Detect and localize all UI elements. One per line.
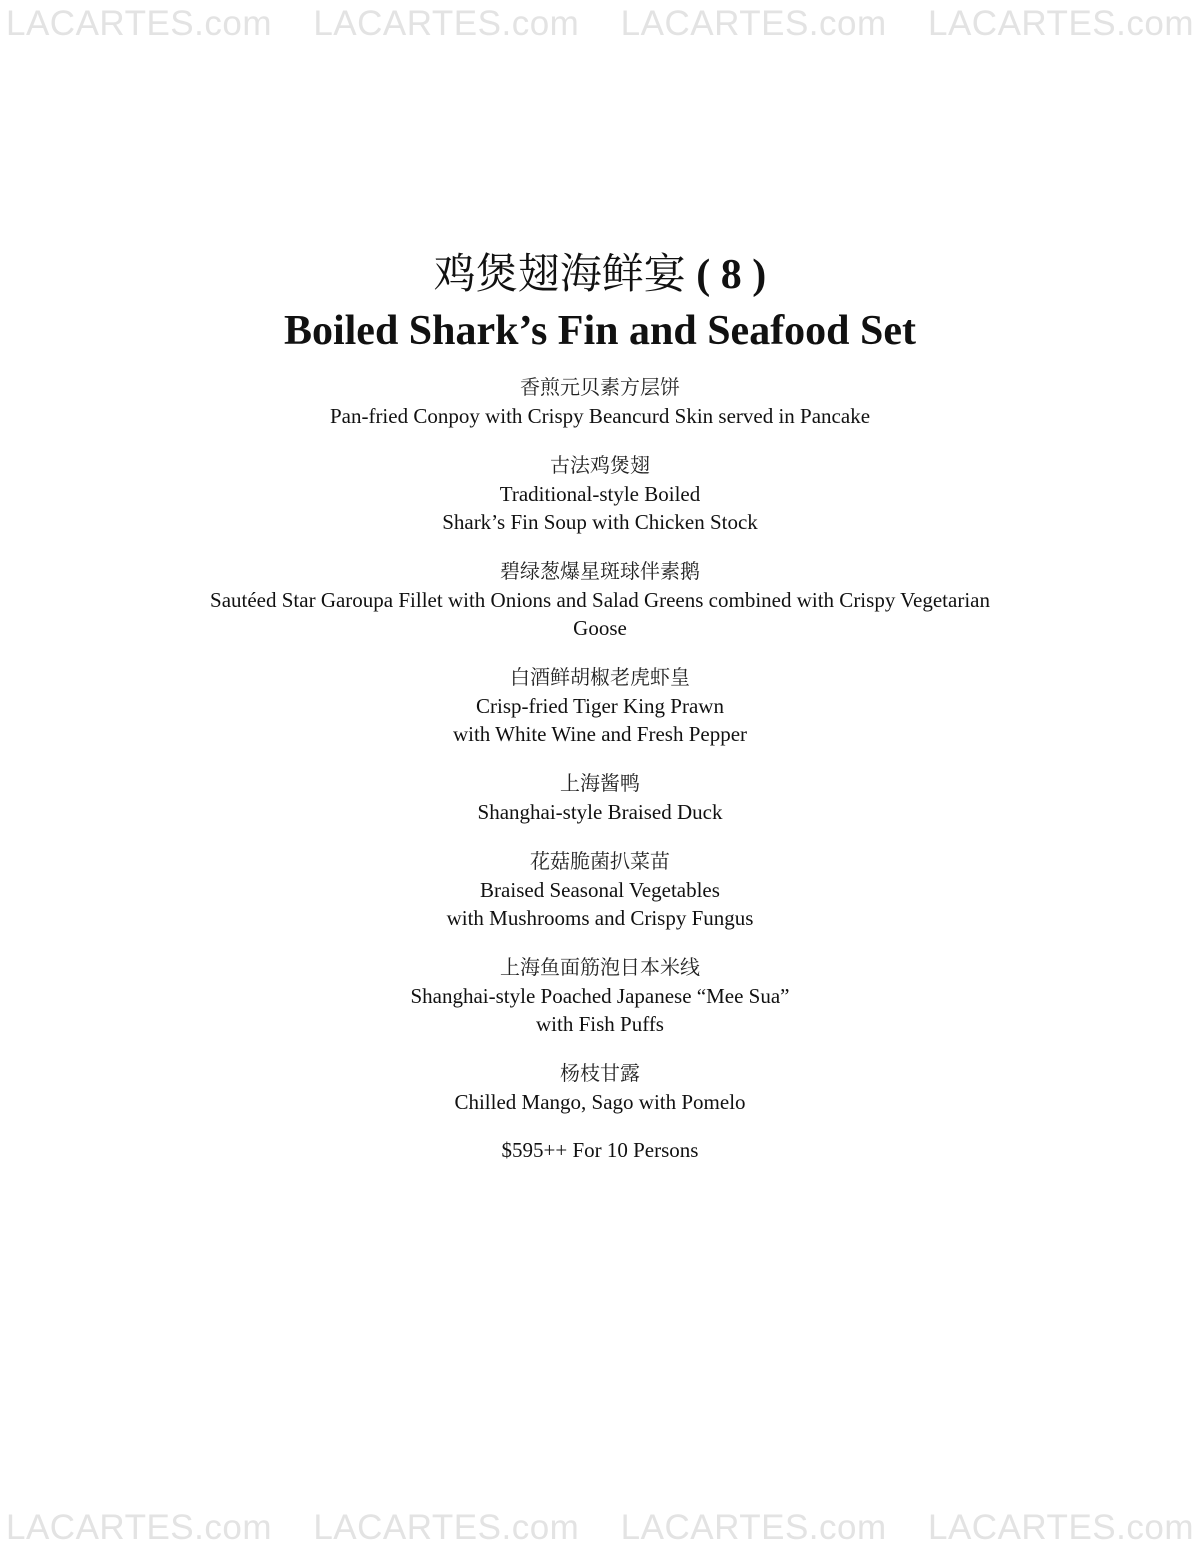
course-english-line: Shark’s Fin Soup with Chicken Stock xyxy=(442,510,758,534)
watermark-text: LACARTES.com xyxy=(927,1508,1194,1547)
course-chinese-name: 上海鱼面筋泡日本米线 xyxy=(500,955,700,979)
title-set-number: ( 8 ) xyxy=(685,252,767,298)
watermark-bottom xyxy=(0,1508,1200,1556)
course-english-line: Sautéed Star Garoupa Fillet with Onions and Salad Greens combined with Crispy Vegetarian xyxy=(210,588,990,612)
course-chinese-name: 古法鸡煲翅 xyxy=(550,453,650,477)
course-item xyxy=(0,768,1200,826)
course-english-line: Pan-fried Conpoy with Crispy Beancurd Skin served in Pancake xyxy=(329,404,871,428)
watermark-text: LACARTES.com xyxy=(313,1508,580,1547)
menu-title xyxy=(0,248,1200,359)
course-english-line: Chilled Mango, Sago with Pomelo xyxy=(454,1090,746,1114)
course-item xyxy=(0,846,1200,932)
course-chinese-name: 白酒鲜胡椒老虎虾皇 xyxy=(510,665,690,689)
course-item xyxy=(0,952,1200,1038)
watermark-text: LACARTES.com xyxy=(6,4,272,43)
course-chinese-name: 杨枝甘露 xyxy=(560,1061,640,1085)
watermark-text: LACARTES.com xyxy=(313,4,580,43)
course-item xyxy=(0,662,1200,748)
title-english: Boiled Shark’s Fin and Seafood Set xyxy=(283,308,917,354)
course-item xyxy=(0,556,1200,642)
course-english-line: Braised Seasonal Vegetables xyxy=(480,878,720,902)
watermark-text: LACARTES.com xyxy=(6,1508,272,1547)
watermark-text: LACARTES.com xyxy=(927,4,1194,43)
course-item xyxy=(0,450,1200,536)
course-english-line: Crisp-fried Tiger King Prawn xyxy=(476,694,724,718)
watermark-text: LACARTES.com xyxy=(620,4,887,43)
course-english-line: Traditional-style Boiled xyxy=(499,482,701,506)
course-item xyxy=(0,372,1200,430)
course-english-line: with Mushrooms and Crispy Fungus xyxy=(446,906,754,930)
course-list xyxy=(0,372,1200,1164)
course-chinese-name: 上海酱鸭 xyxy=(560,771,640,795)
watermark-text: LACARTES.com xyxy=(620,1508,887,1547)
course-chinese-name: 香煎元贝素方层饼 xyxy=(520,375,680,399)
course-item xyxy=(0,1058,1200,1116)
course-chinese-name: 花菇脆菌扒菜苗 xyxy=(530,849,670,873)
course-english-line: Shanghai-style Braised Duck xyxy=(477,800,723,824)
set-price: $595++ For 10 Persons xyxy=(501,1138,699,1162)
course-english-line: Goose xyxy=(573,616,627,640)
course-chinese-name: 碧绿葱爆星斑球伴素鹅 xyxy=(500,559,700,583)
course-english-line: with Fish Puffs xyxy=(536,1012,664,1036)
course-english-line: with White Wine and Fresh Pepper xyxy=(452,722,748,746)
title-chinese xyxy=(0,248,1200,301)
watermark-top xyxy=(0,4,1200,52)
title-chinese-text: 鸡煲翅海鲜宴 xyxy=(433,249,686,298)
course-english-line: Shanghai-style Poached Japanese “Mee Sua” xyxy=(410,984,790,1008)
